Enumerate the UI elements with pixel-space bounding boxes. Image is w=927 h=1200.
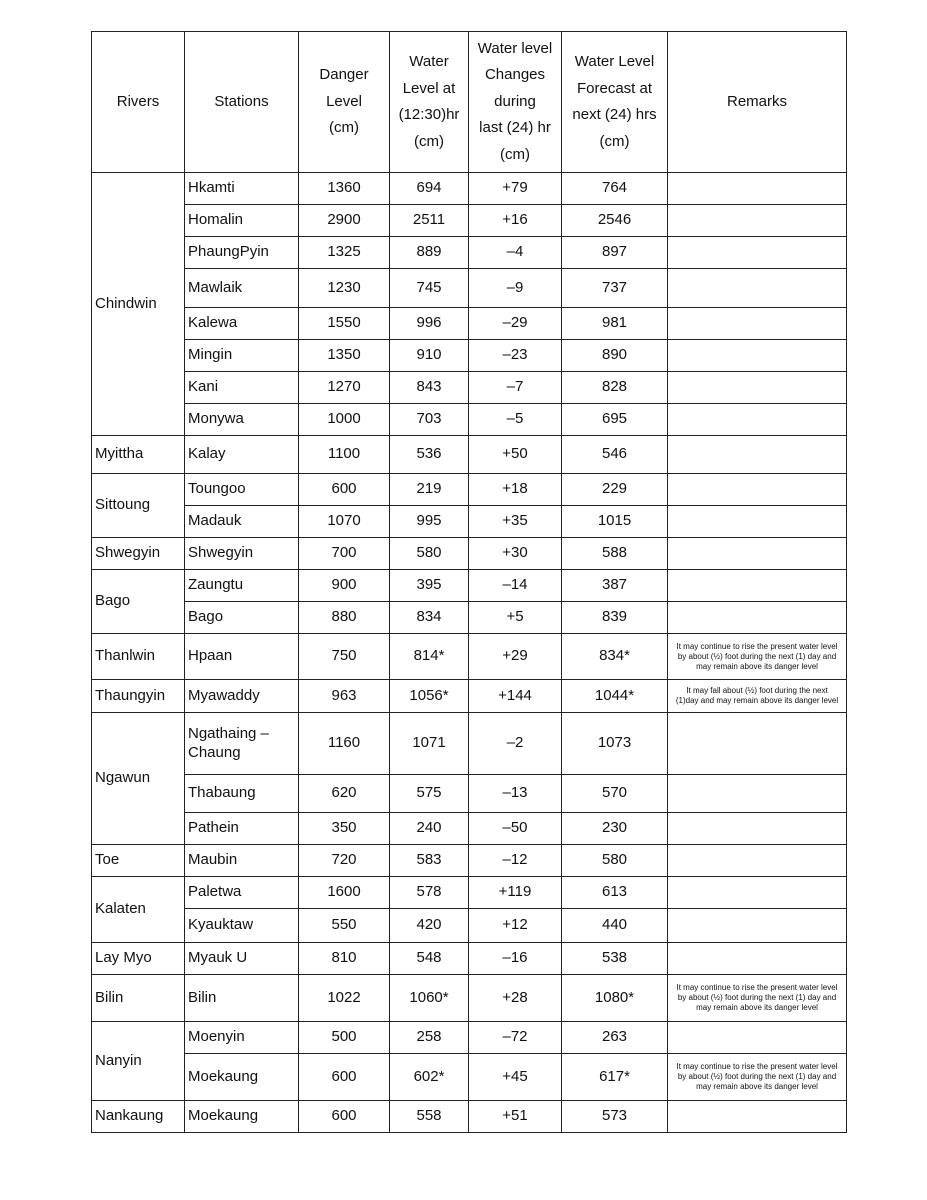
station-name: Hpaan: [185, 634, 299, 680]
table-row: [92, 474, 847, 506]
forecast-level: 440: [562, 909, 668, 943]
level-change: +28: [469, 975, 562, 1022]
station-name: Homalin: [185, 205, 299, 237]
forecast-level: 617*: [562, 1054, 668, 1101]
header-changes: [469, 32, 562, 173]
level-change: +79: [469, 173, 562, 205]
remark-text: It may continue to rise the present water level: [676, 641, 838, 651]
river-name: Bago: [92, 570, 185, 634]
water-level: 548: [390, 943, 469, 975]
danger-level: 1325: [299, 237, 390, 269]
danger-level: 1160: [299, 713, 390, 775]
water-level: 558: [390, 1101, 469, 1133]
header-line: Changes: [484, 66, 546, 84]
table-body: [92, 173, 847, 1133]
forecast-level: 230: [562, 813, 668, 845]
table-row: [92, 943, 847, 975]
remark-text: by about (½) foot during the next (1) day and: [677, 993, 837, 1002]
water-level: 814*: [390, 634, 469, 680]
table-row: [92, 237, 847, 269]
remark-cell: [668, 404, 847, 436]
header-remarks: Remarks: [668, 32, 847, 173]
header-row: [92, 32, 847, 173]
forecast-level: 828: [562, 372, 668, 404]
remark-text: by about (½) foot during the next (1) day and: [677, 1072, 837, 1081]
table-row: [92, 813, 847, 845]
station-name: Bago: [185, 602, 299, 634]
station-name: Toungoo: [185, 474, 299, 506]
remark-cell: [668, 909, 847, 943]
header-line: (cm): [500, 145, 530, 163]
level-change: –29: [469, 308, 562, 340]
level-change: +29: [469, 634, 562, 680]
remark-text: may remain above its danger level: [696, 1082, 818, 1091]
station-name: PhaungPyin: [185, 237, 299, 269]
table-row: [92, 1054, 847, 1101]
station-name: Kalewa: [185, 308, 299, 340]
level-change: –50: [469, 813, 562, 845]
remark-text: It may continue to rise the present water level: [676, 1062, 838, 1071]
forecast-level: 588: [562, 538, 668, 570]
table-row: [92, 404, 847, 436]
table-row: [92, 845, 847, 877]
water-level: 843: [390, 372, 469, 404]
danger-level: 750: [299, 634, 390, 680]
station-name: Myauk U: [185, 943, 299, 975]
water-level: 2511: [390, 205, 469, 237]
level-change: –16: [469, 943, 562, 975]
table-row: [92, 909, 847, 943]
table-row: [92, 602, 847, 634]
header-line: Forecast at: [576, 79, 653, 97]
table-row: [92, 308, 847, 340]
river-name: Thanlwin: [92, 634, 185, 680]
forecast-level: 737: [562, 269, 668, 308]
remark-cell: [668, 372, 847, 404]
station-name: Madauk: [185, 506, 299, 538]
header-danger-level: [299, 32, 390, 173]
station-name: Pathein: [185, 813, 299, 845]
header-line: Level at: [402, 79, 456, 97]
table-row: [92, 269, 847, 308]
station-name: Hkamti: [185, 173, 299, 205]
table-row: [92, 713, 847, 775]
remark-cell: [668, 1022, 847, 1054]
header-line: Water Level: [574, 53, 655, 70]
station-name: Thabaung: [185, 775, 299, 813]
level-change: –5: [469, 404, 562, 436]
station-name: Kalay: [185, 436, 299, 474]
remark-text: It may fall about (½) foot during the next: [686, 686, 828, 695]
remark-cell: [668, 877, 847, 909]
station-name: Bilin: [185, 975, 299, 1022]
danger-level: 700: [299, 538, 390, 570]
remark-cell: [668, 1101, 847, 1133]
water-level: 1056*: [390, 680, 469, 713]
forecast-level: 546: [562, 436, 668, 474]
station-name: Zaungtu: [185, 570, 299, 602]
table-row: [92, 538, 847, 570]
danger-level: 1100: [299, 436, 390, 474]
water-level: 580: [390, 538, 469, 570]
level-change: +5: [469, 602, 562, 634]
remark-cell: [668, 237, 847, 269]
level-change: +16: [469, 205, 562, 237]
remark-cell: [668, 570, 847, 602]
forecast-level: 897: [562, 237, 668, 269]
forecast-level: 570: [562, 775, 668, 813]
remark-cell: [668, 205, 847, 237]
danger-level: 500: [299, 1022, 390, 1054]
remark-cell: [668, 845, 847, 877]
danger-level: 600: [299, 1054, 390, 1101]
forecast-level: 229: [562, 474, 668, 506]
station-name: Myawaddy: [185, 680, 299, 713]
table-row: [92, 506, 847, 538]
water-level: 889: [390, 237, 469, 269]
level-change: +35: [469, 506, 562, 538]
remark-cell: [668, 813, 847, 845]
river-name: Toe: [92, 845, 185, 877]
remark-cell: [668, 943, 847, 975]
station-name: Ngathaing – Chaung: [185, 713, 299, 775]
forecast-level: 890: [562, 340, 668, 372]
level-change: –23: [469, 340, 562, 372]
forecast-level: 538: [562, 943, 668, 975]
remark-cell: [668, 602, 847, 634]
station-name: Shwegyin: [185, 538, 299, 570]
header-line: Level: [326, 92, 362, 110]
danger-level: 1360: [299, 173, 390, 205]
river-name: Nanyin: [92, 1022, 185, 1101]
danger-level: 1600: [299, 877, 390, 909]
forecast-level: 1044*: [562, 680, 668, 713]
table-row: [92, 1022, 847, 1054]
station-name: Kani: [185, 372, 299, 404]
forecast-level: 613: [562, 877, 668, 909]
river-name: Bilin: [92, 975, 185, 1022]
remark-cell: [668, 680, 847, 713]
water-level: 1071: [390, 713, 469, 775]
danger-level: 620: [299, 775, 390, 813]
table-row: [92, 205, 847, 237]
level-change: –13: [469, 775, 562, 813]
level-change: –12: [469, 845, 562, 877]
forecast-level: 580: [562, 845, 668, 877]
danger-level: 900: [299, 570, 390, 602]
remark-cell: [668, 173, 847, 205]
forecast-level: 1080*: [562, 975, 668, 1022]
remark-cell: [668, 436, 847, 474]
table-row: [92, 340, 847, 372]
river-name: Sittoung: [92, 474, 185, 538]
remark-cell: [668, 340, 847, 372]
remark-text: by about (½) foot during the next (1) day and: [677, 651, 837, 661]
header-line: next (24) hrs: [572, 106, 657, 123]
station-name: Paletwa: [185, 877, 299, 909]
header-forecast: [562, 32, 668, 173]
water-level: 420: [390, 909, 469, 943]
remark-cell: [668, 975, 847, 1022]
level-change: –72: [469, 1022, 562, 1054]
water-level: 583: [390, 845, 469, 877]
danger-level: 1270: [299, 372, 390, 404]
river-name: Lay Myo: [92, 943, 185, 975]
river-name: Ngawun: [92, 713, 185, 845]
water-level: 602*: [390, 1054, 469, 1101]
remark-cell: [668, 269, 847, 308]
header-line: during: [494, 92, 536, 110]
station-name: Moekaung: [185, 1054, 299, 1101]
header-line: last (24) hr: [479, 119, 551, 137]
table-row: [92, 634, 847, 680]
level-change: +50: [469, 436, 562, 474]
remark-cell: [668, 634, 847, 680]
station-name: Kyauktaw: [185, 909, 299, 943]
water-level: 395: [390, 570, 469, 602]
water-level: 995: [390, 506, 469, 538]
header-line: (cm): [414, 132, 444, 150]
river-name: Thaungyin: [92, 680, 185, 713]
level-change: +45: [469, 1054, 562, 1101]
river-name: Myittha: [92, 436, 185, 474]
water-level: 578: [390, 877, 469, 909]
table-row: [92, 436, 847, 474]
remark-cell: [668, 506, 847, 538]
forecast-level: 695: [562, 404, 668, 436]
remark-cell: [668, 713, 847, 775]
level-change: –14: [469, 570, 562, 602]
danger-level: 1000: [299, 404, 390, 436]
header-line: Water: [409, 53, 449, 70]
danger-level: 1350: [299, 340, 390, 372]
water-level: 996: [390, 308, 469, 340]
danger-level: 600: [299, 474, 390, 506]
danger-level: 963: [299, 680, 390, 713]
remark-cell: [668, 474, 847, 506]
water-level: 703: [390, 404, 469, 436]
header-water-level: [390, 32, 469, 173]
forecast-level: 387: [562, 570, 668, 602]
remark-text: may remain above its danger level: [696, 1003, 818, 1012]
water-level: 240: [390, 813, 469, 845]
level-change: +12: [469, 909, 562, 943]
forecast-level: 263: [562, 1022, 668, 1054]
forecast-level: 764: [562, 173, 668, 205]
level-change: –7: [469, 372, 562, 404]
danger-level: 1022: [299, 975, 390, 1022]
table-row: [92, 372, 847, 404]
table-row: [92, 173, 847, 205]
level-change: –2: [469, 713, 562, 775]
danger-level: 1550: [299, 308, 390, 340]
water-level: 694: [390, 173, 469, 205]
water-level: 1060*: [390, 975, 469, 1022]
danger-level: 1230: [299, 269, 390, 308]
table-row: [92, 877, 847, 909]
header-line: Water level: [477, 39, 553, 57]
header-line: (cm): [329, 119, 359, 137]
table-row: [92, 975, 847, 1022]
header-rivers: Rivers: [92, 32, 185, 173]
water-level: 745: [390, 269, 469, 308]
level-change: +144: [469, 680, 562, 713]
danger-level: 720: [299, 845, 390, 877]
level-change: +18: [469, 474, 562, 506]
remark-text: (1)day and may remain above its danger level: [675, 696, 839, 705]
danger-level: 600: [299, 1101, 390, 1133]
remark-cell: [668, 775, 847, 813]
remark-cell: [668, 308, 847, 340]
level-change: +30: [469, 538, 562, 570]
river-name: Kalaten: [92, 877, 185, 943]
level-change: +51: [469, 1101, 562, 1133]
forecast-level: 1073: [562, 713, 668, 775]
table-row: [92, 775, 847, 813]
danger-level: 2900: [299, 205, 390, 237]
remark-cell: [668, 1054, 847, 1101]
station-name: Mingin: [185, 340, 299, 372]
river-name: Nankaung: [92, 1101, 185, 1133]
forecast-level: 573: [562, 1101, 668, 1133]
water-level: 910: [390, 340, 469, 372]
header-stations: Stations: [185, 32, 299, 173]
station-name: Maubin: [185, 845, 299, 877]
level-change: +119: [469, 877, 562, 909]
forecast-level: 2546: [562, 205, 668, 237]
remark-text: It may continue to rise the present water level: [676, 983, 838, 992]
level-change: –9: [469, 269, 562, 308]
forecast-level: 839: [562, 602, 668, 634]
danger-level: 350: [299, 813, 390, 845]
station-name: Moenyin: [185, 1022, 299, 1054]
water-level-table: [91, 31, 847, 1133]
remark-text: may remain above its danger level: [696, 661, 818, 671]
table-row: [92, 570, 847, 602]
water-level: 834: [390, 602, 469, 634]
water-level: 258: [390, 1022, 469, 1054]
water-level: 536: [390, 436, 469, 474]
water-level: 219: [390, 474, 469, 506]
header-line: Danger: [319, 66, 369, 84]
river-name: Chindwin: [92, 173, 185, 436]
danger-level: 880: [299, 602, 390, 634]
table-row: [92, 680, 847, 713]
header-line: (12:30)hr: [398, 106, 460, 123]
level-change: –4: [469, 237, 562, 269]
forecast-level: 1015: [562, 506, 668, 538]
forecast-level: 834*: [562, 634, 668, 680]
river-name: Shwegyin: [92, 538, 185, 570]
danger-level: 550: [299, 909, 390, 943]
header-line: (cm): [599, 132, 630, 150]
danger-level: 810: [299, 943, 390, 975]
station-name: Mawlaik: [185, 269, 299, 308]
remark-cell: [668, 538, 847, 570]
station-name: Monywa: [185, 404, 299, 436]
table-row: [92, 1101, 847, 1133]
danger-level: 1070: [299, 506, 390, 538]
station-name: Moekaung: [185, 1101, 299, 1133]
water-level: 575: [390, 775, 469, 813]
forecast-level: 981: [562, 308, 668, 340]
